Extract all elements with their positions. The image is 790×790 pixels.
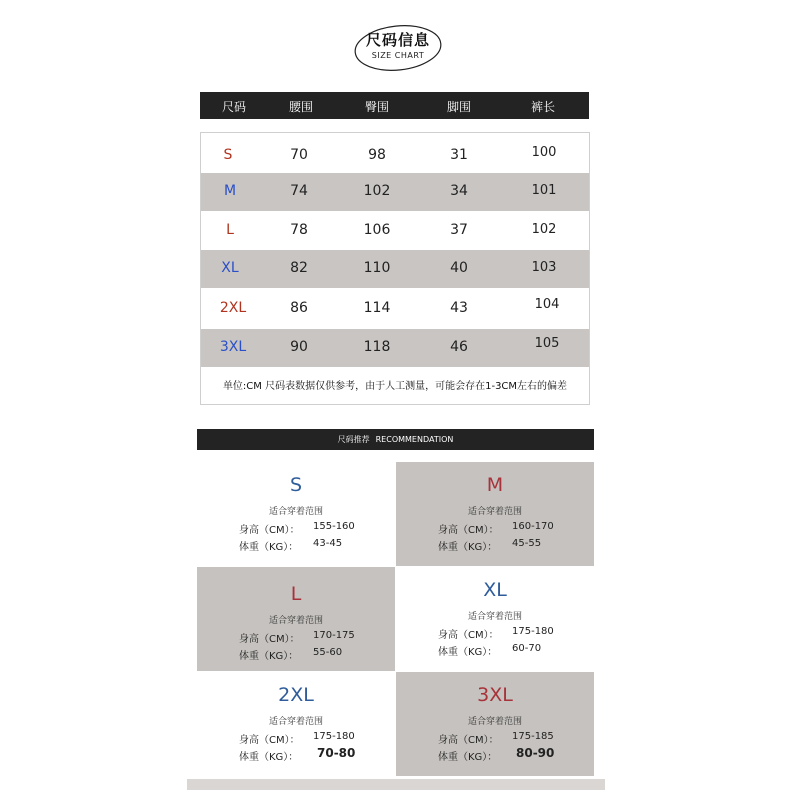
length-cell: 102 xyxy=(531,222,557,237)
card-range-label: 适合穿着范围 xyxy=(467,507,522,517)
size-cell: 3XL xyxy=(219,339,247,355)
card-size-label: XL xyxy=(483,579,507,601)
card-size-label: S xyxy=(289,474,303,496)
recommendation-grid xyxy=(197,462,594,780)
ankle-cell: 31 xyxy=(450,147,468,163)
hip-cell: 106 xyxy=(363,222,391,238)
col-hip: 臀围 xyxy=(364,100,389,114)
card-height-value: 175-180 xyxy=(512,626,554,637)
size-card-3xl xyxy=(396,672,594,776)
length-cell: 101 xyxy=(531,183,557,198)
header-title-cn: 尺码信息 xyxy=(365,31,430,49)
card-range-label: 适合穿着范围 xyxy=(268,616,323,626)
table-row xyxy=(201,329,589,367)
recommendation-header xyxy=(197,429,594,450)
waist-cell: 70 xyxy=(290,147,308,163)
card-height-value: 170-175 xyxy=(313,630,355,641)
waist-cell: 78 xyxy=(290,222,308,238)
size-card-2xl xyxy=(197,672,395,776)
card-size-label: L xyxy=(290,583,302,605)
card-height-value: 155-160 xyxy=(313,521,355,532)
card-weight-value: 45-55 xyxy=(512,538,542,549)
col-size: 尺码 xyxy=(221,100,246,114)
size-chart-header xyxy=(352,20,444,76)
col-waist: 腰围 xyxy=(288,100,313,114)
card-range-label: 适合穿着范围 xyxy=(467,717,522,727)
card-weight-label: 体重（KG）： xyxy=(438,647,498,658)
col-ankle: 脚围 xyxy=(446,100,471,114)
card-weight-value: 70-80 xyxy=(317,746,356,760)
card-height-label: 身高（CM）： xyxy=(438,735,499,746)
waist-cell: 90 xyxy=(290,339,308,355)
card-height-label: 身高（CM）： xyxy=(239,525,300,536)
card-height-value: 160-170 xyxy=(512,521,554,532)
card-weight-label: 体重（KG）： xyxy=(239,651,299,662)
hip-cell: 102 xyxy=(363,183,391,199)
header-title-en: SIZE CHART xyxy=(371,51,425,60)
hip-cell: 118 xyxy=(363,339,391,355)
bottom-divider xyxy=(187,779,605,790)
size-card-s xyxy=(197,462,395,566)
card-height-label: 身高（CM）： xyxy=(438,525,499,536)
table-row xyxy=(201,290,589,328)
hip-cell: 110 xyxy=(363,260,391,276)
size-chart-column-header xyxy=(200,92,589,119)
size-cell: 2XL xyxy=(219,300,247,316)
waist-cell: 82 xyxy=(290,260,308,276)
hip-cell: 114 xyxy=(363,300,391,316)
card-size-label: 2XL xyxy=(278,684,314,706)
card-weight-label: 体重（KG）： xyxy=(438,542,498,553)
ankle-cell: 43 xyxy=(450,300,468,316)
card-size-label: M xyxy=(486,474,504,496)
waist-cell: 86 xyxy=(290,300,308,316)
length-cell: 105 xyxy=(534,336,560,351)
card-height-value: 175-180 xyxy=(313,731,355,742)
card-height-label: 身高（CM）： xyxy=(239,634,300,645)
card-weight-value: 43-45 xyxy=(313,538,343,549)
card-weight-value: 60-70 xyxy=(512,643,542,654)
card-weight-value: 55-60 xyxy=(313,647,343,658)
hip-cell: 98 xyxy=(368,147,386,163)
col-length: 裤长 xyxy=(530,100,555,114)
recommendation-title-cn: 尺码推荐 xyxy=(337,435,370,444)
card-range-label: 适合穿着范围 xyxy=(268,507,323,517)
ankle-cell: 34 xyxy=(450,183,468,199)
ankle-cell: 46 xyxy=(450,339,468,355)
size-chart-table xyxy=(200,132,590,405)
table-row xyxy=(201,173,589,211)
card-size-label: 3XL xyxy=(477,684,513,706)
ankle-cell: 37 xyxy=(450,222,468,238)
size-chart-note: 单位:CM 尺码表数据仅供参考，由于人工测量，可能会存在1-3CM左右的偏差 xyxy=(222,381,568,392)
size-card-l xyxy=(197,567,395,671)
ankle-cell: 40 xyxy=(450,260,468,276)
size-cell: M xyxy=(223,183,237,199)
card-weight-value: 80-90 xyxy=(516,746,555,760)
card-weight-label: 体重（KG）： xyxy=(239,752,299,763)
card-weight-label: 体重（KG）： xyxy=(239,542,299,553)
card-range-label: 适合穿着范围 xyxy=(268,717,323,727)
card-height-label: 身高（CM）： xyxy=(438,630,499,641)
card-weight-label: 体重（KG）： xyxy=(438,752,498,763)
size-card-xl xyxy=(396,567,594,671)
card-range-label: 适合穿着范围 xyxy=(467,612,522,622)
table-row xyxy=(201,250,589,288)
waist-cell: 74 xyxy=(290,183,308,199)
size-card-m xyxy=(396,462,594,566)
length-cell: 104 xyxy=(534,297,560,312)
recommendation-title-en: RECOMMENDATION xyxy=(375,435,454,444)
card-height-value: 175-185 xyxy=(512,731,554,742)
size-cell: S xyxy=(223,147,233,163)
size-cell: L xyxy=(226,222,234,238)
size-cell: XL xyxy=(221,260,239,276)
length-cell: 100 xyxy=(531,145,557,160)
table-row xyxy=(201,212,589,250)
table-row xyxy=(201,137,589,175)
card-height-label: 身高（CM）： xyxy=(239,735,300,746)
length-cell: 103 xyxy=(531,260,557,275)
